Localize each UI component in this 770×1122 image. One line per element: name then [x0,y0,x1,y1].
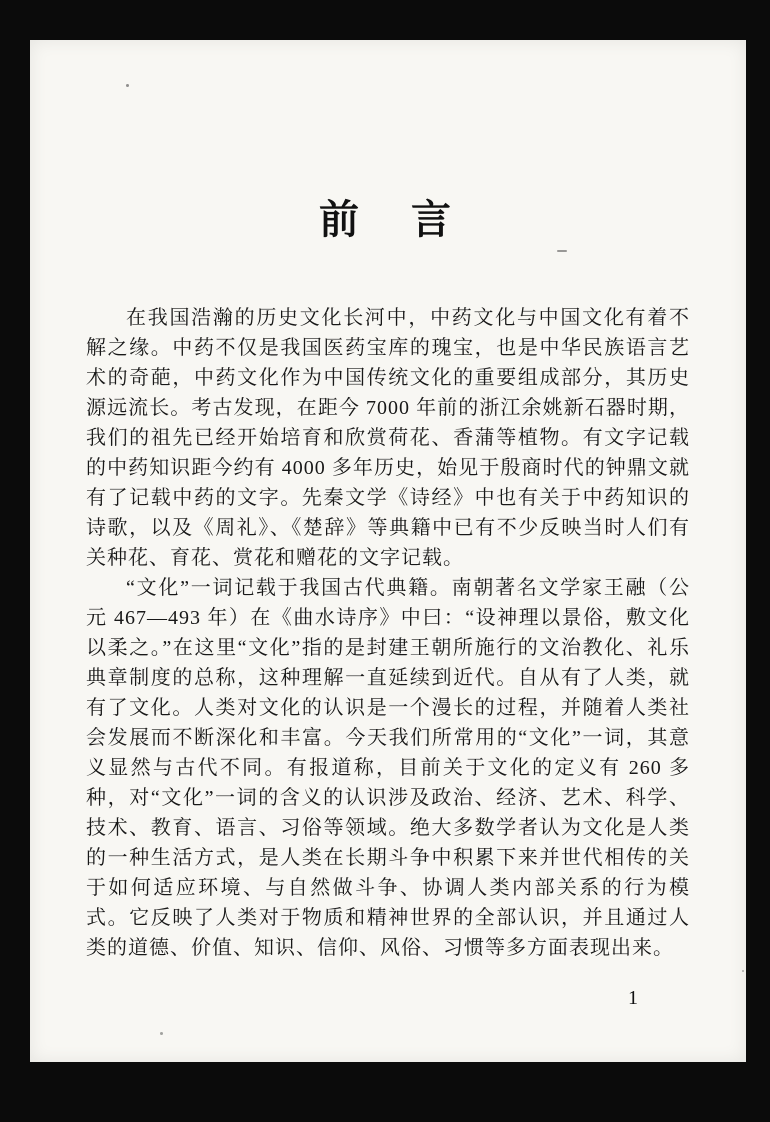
scan-speck [160,1032,163,1035]
body-text [86,303,690,963]
scan-speck [557,250,567,252]
scan-speck [742,970,744,972]
page [30,40,746,1062]
page-title: 前 言 [319,197,457,242]
page-number: 1 [628,987,638,1009]
body-paragraph: “文化”一词记载于我国古代典籍。南朝著名文学家王融（公元 467—493 年）在《曲水诗序》中曰：“设神理以景俗，敷文化以柔之。”在这里“文化”指的是封建王朝所施行的文治教化、礼乐典章制度的总称，这种理解一直延续到近代。自从有了人类，就有了文化。人类对文化的认识是一个漫长的过程，并随着人类社会发展而不断深化和丰富。今天我们所常用的“文化”一词，其意义显然与古代不同。有报道称，目前关于文化的定义有 260 多种，对“文化”一词的含义的认识涉及政治、经济、艺术、科学、技术、教育、语言、习俗等领域。绝大多数学者认为文化是人类的一种生活方式，是人类在长期斗争中积累下来并世代相传的关于如何适应环境、与自然做斗争、协调人类内部关系的行为模式。它反映了人类对于物质和精神世界的全部认识，并且通过人类的道德、价值、知识、信仰、风俗、习惯等多方面表现出来。 [86,577,690,959]
body-paragraph: 在我国浩瀚的历史文化长河中，中药文化与中国文化有着不解之缘。中药不仅是我国医药宝库的瑰宝，也是中华民族语言艺术的奇葩，中药文化作为中国传统文化的重要组成部分，其历史源远流长。考古发现，在距今 7000 年前的浙江余姚新石器时期，我们的祖先已经开始培育和欣赏荷花、香蒲等植物。有文字记载的中药知识距今约有 4000 多年历史，始见于殷商时代的钟鼎文就有了记载中药的文字。先秦文学《诗经》中也有关于中药知识的诗歌，以及《周礼》、《楚辞》等典籍中已有不少反映当时人们有关种花、育花、赏花和赠花的文字记载。 [86,307,690,569]
scan-speck [126,84,129,87]
